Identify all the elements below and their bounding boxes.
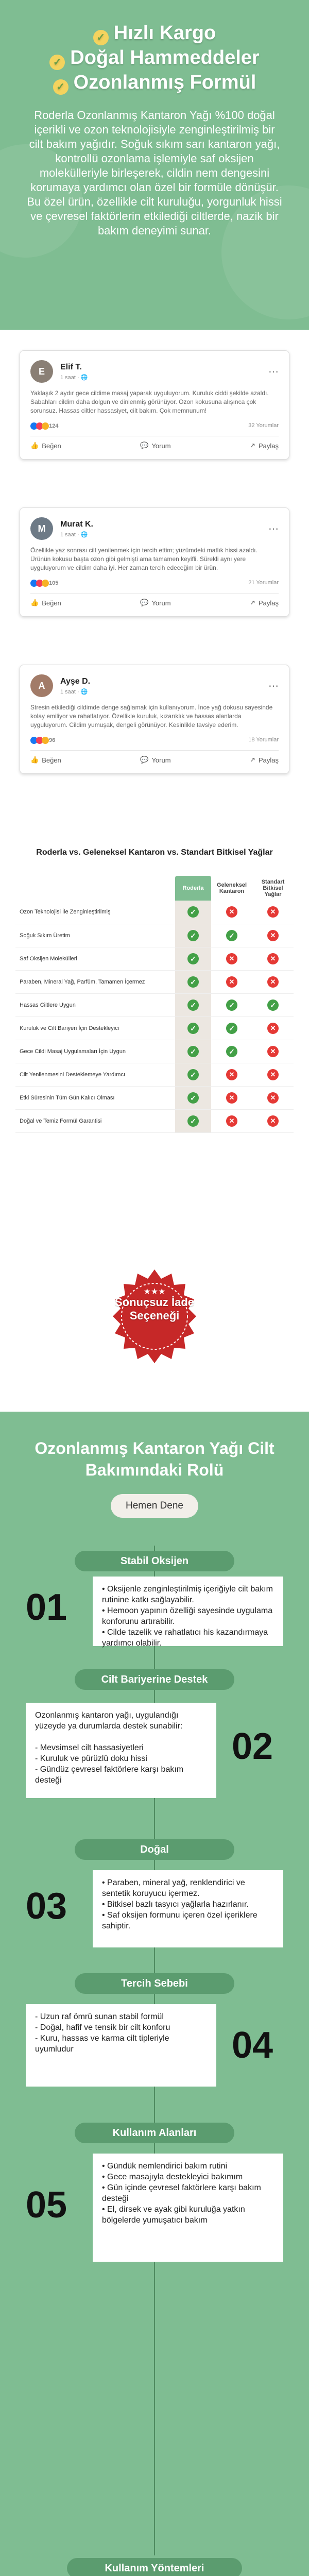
table-row — [15, 1063, 294, 1086]
col-header-roderla: Roderla — [175, 876, 211, 901]
like-icon: 👍 — [30, 756, 39, 764]
mark-cell — [175, 970, 211, 993]
hero-line-1: Hızlı Kargo — [113, 22, 216, 44]
avatar: E — [30, 360, 53, 383]
mark-cell — [252, 1063, 294, 1086]
mark-cell — [211, 947, 252, 970]
like-icon: 👍 — [30, 599, 39, 606]
table-row — [15, 1109, 294, 1132]
try-now-button[interactable]: Hemen Dene — [111, 1494, 198, 1518]
mark-cell — [252, 924, 294, 947]
check-circle-icon: ✓ — [187, 1023, 199, 1034]
col-header-traditional: Geleneksel Kantaron — [216, 882, 247, 894]
mark-cell — [175, 1086, 211, 1109]
step-3-box: • Paraben, mineral yağ, renklendirici ve sentetik koruyucu içermez. • Bitkisel bazlı tasyıcı yağlarla hazırlanır. • Saf oksijen formunu içeren özel içeriklere sahiptir. — [93, 1870, 283, 1947]
check-circle-icon: ✓ — [187, 953, 199, 964]
mark-cell — [252, 993, 294, 1016]
like-button[interactable]: 👍 Beğen — [30, 599, 61, 607]
feature-label: Hassas Ciltlere Uygun — [15, 993, 175, 1016]
table-row — [15, 1016, 294, 1040]
reviewer-name: Murat K. — [60, 519, 93, 529]
mark-cell — [175, 947, 211, 970]
mark-cell — [252, 1016, 294, 1040]
check-icon: ✓ — [93, 30, 109, 45]
table-row — [15, 901, 294, 924]
step-3-title: Doğal — [75, 1839, 234, 1860]
mark-cell — [252, 970, 294, 993]
step-1-number: 01 — [26, 1587, 67, 1628]
mark-cell — [175, 1016, 211, 1040]
cross-circle-icon: ✕ — [226, 976, 237, 988]
mark-cell — [252, 1109, 294, 1132]
seal-text: Sonuçsuz İade Seçeneği — [114, 1296, 195, 1322]
table-row — [15, 993, 294, 1016]
step-4-number: 04 — [232, 2025, 273, 2066]
mark-cell — [175, 1040, 211, 1063]
review-time: 1 saat · 🌐 — [60, 688, 88, 695]
avatar: A — [30, 674, 53, 697]
check-circle-icon: ✓ — [187, 1092, 199, 1104]
mark-cell — [175, 993, 211, 1016]
cross-circle-icon: ✕ — [267, 1046, 279, 1057]
cross-circle-icon: ✕ — [267, 1092, 279, 1104]
mark-cell — [175, 1063, 211, 1086]
mark-cell — [211, 1063, 252, 1086]
mark-cell — [211, 901, 252, 924]
reviews-section — [0, 330, 309, 845]
comment-icon: 💬 — [140, 599, 149, 606]
table-row — [15, 970, 294, 993]
cross-circle-icon: ✕ — [267, 953, 279, 964]
comment-icon: 💬 — [140, 756, 149, 764]
mark-cell — [175, 1109, 211, 1132]
share-icon: ↗ — [250, 442, 255, 449]
mark-cell — [211, 1016, 252, 1040]
check-circle-icon: ✓ — [267, 999, 279, 1011]
step-3-number: 03 — [26, 1886, 67, 1927]
more-dots-icon[interactable]: ⋯ — [268, 680, 279, 692]
check-circle-icon: ✓ — [226, 1046, 237, 1057]
usage-title: Kullanım Yöntemleri — [67, 2558, 242, 2576]
comparison-section — [0, 845, 309, 1412]
mark-cell — [252, 947, 294, 970]
reaction-count: 96 — [49, 737, 56, 743]
comment-icon: 💬 — [140, 442, 149, 449]
cross-circle-icon: ✕ — [226, 953, 237, 964]
check-circle-icon: ✓ — [187, 1046, 199, 1057]
comparison-table — [15, 876, 294, 1133]
step-5-box: • Gündük nemlendirici bakım rutini • Gece masajıyla destekleyici bakımım • Gün içinde çevresel faktörlere karşı bakım desteği • El, dirsek ve ayak gibi kuruluğa yatkın bölgelerde yumuşatıcı bakım — [93, 2154, 283, 2262]
comment-count: 21 Yorumlar — [248, 580, 279, 586]
feature-label: Etki Süresinin Tüm Gün Kalıcı Olması — [15, 1086, 175, 1109]
step-1-box: • Oksijenle zenginleştirilmiş içeriğiyle cilt bakım rutinine katkı sağlayabilir. • Hemoon yapının özelliği sayesinde uygulama konforunu artırabilir. • Cilde tazelik ve rahatlatıcı his kazandırmaya yardımcı olabilir. — [93, 1577, 283, 1646]
review-card — [20, 350, 289, 460]
feature-label: Doğal ve Temiz Formül Garantisi — [15, 1109, 175, 1132]
reviewer-name: Elif T. — [60, 362, 82, 371]
feature-label: Cilt Yenilenmesini Desteklemeye Yardımcı — [15, 1063, 175, 1086]
mark-cell — [175, 924, 211, 947]
check-circle-icon: ✓ — [187, 976, 199, 988]
table-row — [15, 1040, 294, 1063]
cross-circle-icon: ✕ — [267, 906, 279, 918]
step-5-title: Kullanım Alanları — [75, 2123, 234, 2143]
comment-button[interactable]: 💬 Yorum — [140, 442, 171, 450]
table-row — [15, 1086, 294, 1109]
table-row — [15, 947, 294, 970]
feature-label: Kuruluk ve Cilt Bariyeri İçin Destekleyici — [15, 1016, 175, 1040]
check-circle-icon: ✓ — [226, 930, 237, 941]
role-heading: Ozonlanmış Kantaron Yağı Cilt Bakımındaki Rolü — [35, 1439, 274, 1479]
check-circle-icon: ✓ — [187, 930, 199, 941]
share-button[interactable]: ↗ Paylaş — [250, 756, 279, 764]
cross-circle-icon: ✕ — [267, 1069, 279, 1080]
share-button[interactable]: ↗ Paylaş — [250, 442, 279, 450]
cross-circle-icon: ✕ — [226, 906, 237, 918]
comment-button[interactable]: 💬 Yorum — [140, 756, 171, 764]
feature-label: Gece Cildi Masaj Uygulamaları İçin Uygun — [15, 1040, 175, 1063]
step-5-number: 05 — [26, 2184, 67, 2226]
review-text: Yaklaşık 2 aydır gece cildime masaj yaparak uyguluyorum. Kuruluk ciddi şekilde azaldı. Sabahları cildim daha dolgun ve dinlenmiş görünüyor. Ozon kokusuna alışınca çok sorunsuz. Hassas ciltler hassasiyet, cilt bakım. Çok memnunum! — [30, 389, 269, 414]
review-time: 1 saat · 🌐 — [60, 531, 88, 538]
step-4-box: - Uzun raf ömrü sunan stabil formül - Doğal, hafif ve tensik bir cilt konforu - Kuru, hassas ve karma cilt tipleriyle uyumludur — [26, 2004, 216, 2087]
comment-button[interactable]: 💬 Yorum — [140, 599, 171, 607]
col-header-standard: Standart Bitkisel Yağlar — [261, 879, 285, 897]
check-circle-icon: ✓ — [226, 1023, 237, 1034]
cross-circle-icon: ✕ — [226, 1069, 237, 1080]
cross-circle-icon: ✕ — [267, 930, 279, 941]
review-card — [20, 665, 289, 774]
like-icon: 👍 — [30, 442, 39, 449]
mark-cell — [211, 993, 252, 1016]
check-circle-icon: ✓ — [187, 999, 199, 1011]
check-circle-icon: ✓ — [226, 999, 237, 1011]
mark-cell — [211, 1086, 252, 1109]
mark-cell — [211, 1109, 252, 1132]
hero-banner — [0, 0, 309, 330]
review-text: Özellikle yaz sonrası cilt yenilenmek için tercih ettim; yüzümdeki matlık hissi azaldı. Ürünün kokusu başta ozon gibi gelmişti ama tamamen keyifli. Sürekli aynı yere uyguluyorum ve cildim daha iyi. Her zaman tercih edeceğim bir ürün. — [30, 547, 258, 571]
check-circle-icon: ✓ — [187, 1069, 199, 1080]
comment-count: 32 Yorumlar — [248, 422, 279, 429]
check-icon: ✓ — [53, 79, 68, 95]
refund-seal — [106, 1267, 203, 1365]
feature-label: Soğuk Sıkım Üretim — [15, 924, 175, 947]
more-dots-icon[interactable]: ⋯ — [268, 523, 279, 535]
reviewer-name: Ayşe D. — [60, 676, 91, 686]
review-time: 1 saat · 🌐 — [60, 374, 88, 381]
reactions — [30, 580, 58, 587]
mark-cell — [175, 901, 211, 924]
cross-circle-icon: ✕ — [226, 1092, 237, 1104]
mark-cell — [211, 924, 252, 947]
cross-circle-icon: ✕ — [267, 976, 279, 988]
hero-line-2: Doğal Hammeddeler — [70, 47, 260, 69]
mark-cell — [211, 1040, 252, 1063]
mark-cell — [252, 1040, 294, 1063]
review-text: Stresin etkilediği cildimde denge sağlamak için kullanıyorum. İnce yağ dokusu sayesinde kolay emiliyor ve rahatlatıyor. Özellikle kuruluk, kızarıklık ve hassas alanlarda uyguluyorum. Cildim yumuşak, dengeli görünüyor. Kesinlikle tavsiye ederim. — [30, 704, 273, 728]
like-button[interactable]: 👍 Beğen — [30, 442, 61, 450]
col-header-feature — [15, 876, 175, 901]
check-circle-icon: ✓ — [187, 906, 199, 918]
table-row — [15, 924, 294, 947]
feature-label: Saf Oksijen Molekülleri — [15, 947, 175, 970]
feature-label: Ozon Teknolojisi İle Zenginleştirilmiş — [15, 901, 175, 924]
avatar: M — [30, 517, 53, 540]
step-2-box: Ozonlanmış kantaron yağı, uygulandığı yüzeyde ya durumlarda destek sunabilir: - Mevsimsel cilt hassasiyetleri - Kuruluk ve pürüzlü doku hissi - Gündüz çevresel faktörlere karşı bakım desteği — [26, 1703, 216, 1798]
review-card — [20, 507, 289, 617]
hero-title — [0, 21, 309, 95]
step-4-title: Tercih Sebebi — [75, 1973, 234, 1994]
mark-cell — [252, 901, 294, 924]
cross-circle-icon: ✕ — [267, 1115, 279, 1127]
step-2-number: 02 — [232, 1726, 273, 1767]
step-2-title: Cilt Bariyerine Destek — [75, 1669, 234, 1690]
reaction-count: 124 — [49, 422, 59, 429]
mark-cell — [211, 970, 252, 993]
share-icon: ↗ — [250, 756, 255, 764]
reactions — [30, 737, 55, 744]
comparison-title: Roderla vs. Geleneksel Kantaron vs. Standart Bitkisel Yağlar — [36, 848, 273, 857]
reaction-count: 105 — [49, 580, 59, 586]
cross-circle-icon: ✕ — [267, 1023, 279, 1034]
share-icon: ↗ — [250, 599, 255, 606]
step-1-title: Stabil Oksijen — [75, 1551, 234, 1571]
reactions — [30, 422, 58, 430]
more-dots-icon[interactable]: ⋯ — [268, 366, 279, 378]
mark-cell — [252, 1086, 294, 1109]
check-icon: ✓ — [49, 55, 65, 70]
hero-intro: Roderla Ozonlanmış Kantaron Yağı %100 doğal içerikli ve ozon teknolojisiyle zenginleştirilmiş bir cilt bakım yağıdır. Soğuk sıkım sarı kantaron yağı, kontrollü ozonlama işlemiyle saf oksijen molekülleriyle birleşerek, cildin nem dengesini korumaya yardımcı olan özel bir formüle dönüşür. Bu özel ürün, özellikle cilt kuruluğu, yorgunluk hissi ve çevresel faktörlerin etkilediği ciltlerde, nazik bir bakım deneyimi sunar. — [27, 109, 282, 237]
comment-count: 18 Yorumlar — [248, 737, 279, 743]
feature-label: Paraben, Mineral Yağ, Parfüm, Tamamen İçermez — [15, 970, 175, 993]
hero-line-3: Ozonlanmış Formül — [73, 72, 256, 93]
check-circle-icon: ✓ — [187, 1115, 199, 1127]
cross-circle-icon: ✕ — [226, 1115, 237, 1127]
svg-text:★★★: ★★★ — [143, 1287, 166, 1296]
role-section — [0, 1412, 309, 2576]
share-button[interactable]: ↗ Paylaş — [250, 599, 279, 607]
like-button[interactable]: 👍 Beğen — [30, 756, 61, 764]
